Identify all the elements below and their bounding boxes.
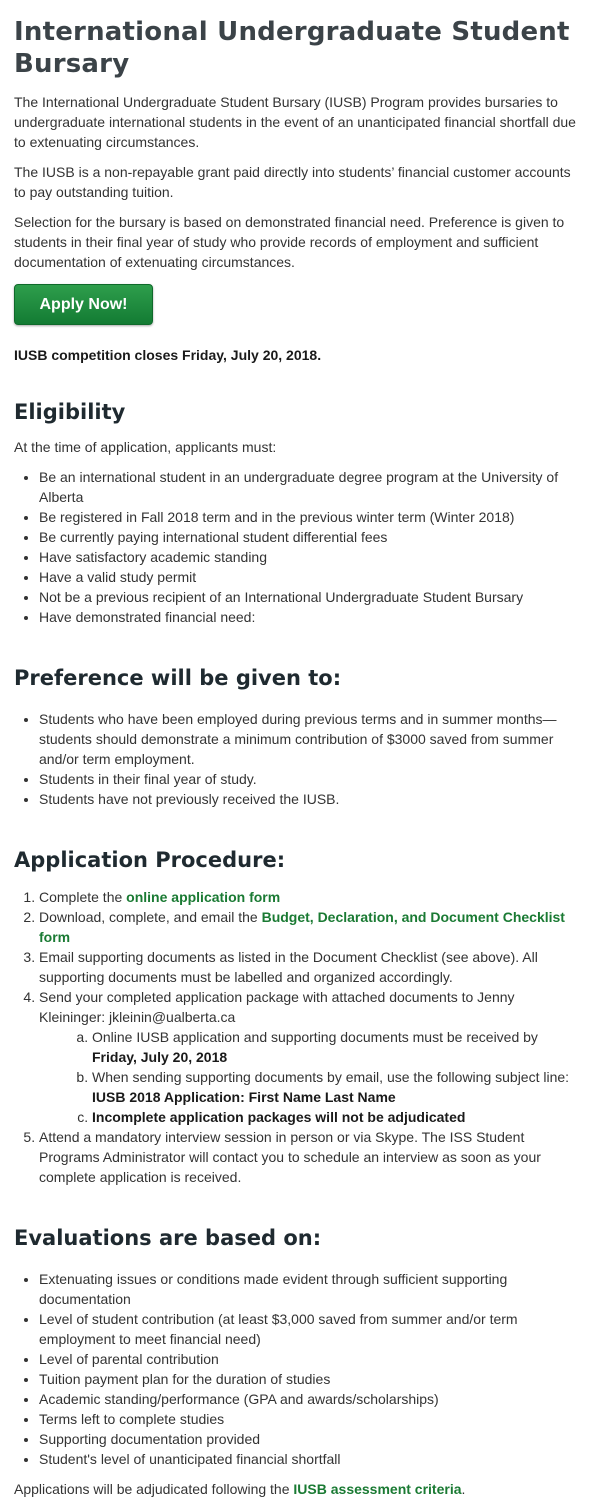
- list-item: • Not be a previous recipient of an International Undergraduate Student Bursary: [39, 587, 584, 607]
- list-item: • Be an international student in an undergraduate degree program at the University of Alberta: [39, 467, 584, 507]
- list-item: • Students who have been employed during previous terms and in summer months—students should demonstrate a minimum contribution of $3000 saved from summer and/or term employment.: [39, 709, 584, 769]
- procedure-substeps: [39, 1027, 584, 1127]
- list-item: • Be registered in Fall 2018 term and in the previous winter term (Winter 2018): [39, 507, 584, 527]
- procedure-step: [39, 987, 584, 1127]
- procedure-substep: [92, 1027, 584, 1067]
- email-subject-line: IUSB 2018 Application: First Name Last Name: [92, 1089, 396, 1105]
- intro-paragraph: The International Undergraduate Student Bursary (IUSB) Program provides bursaries to undergraduate international students in the event of an unanticipated financial shortfall due to extenuating circumstances.: [14, 94, 576, 150]
- preference-list: [14, 709, 584, 809]
- adjudication-note: [14, 1479, 584, 1499]
- list-item: • Students in their final year of study.: [39, 769, 584, 789]
- competition-close-note: IUSB competition closes Friday, July 20, 2018.: [14, 347, 322, 363]
- procedure-step: [39, 887, 584, 907]
- list-item: • Have demonstrated financial need:: [39, 607, 584, 627]
- list-item: • Academic standing/performance (GPA and awards/scholarships): [39, 1389, 584, 1409]
- list-item: • Be currently paying international student differential fees: [39, 527, 584, 547]
- evaluations-heading: Evaluations are based on:: [14, 1226, 322, 1250]
- list-item: • Supporting documentation provided: [39, 1429, 584, 1449]
- eligibility-intro: At the time of application, applicants must:: [14, 439, 277, 455]
- apply-now-button[interactable]: Apply Now!: [14, 284, 153, 325]
- procedure-heading: Application Procedure:: [14, 848, 286, 872]
- procedure-substep: [92, 1067, 584, 1107]
- list-item: • Level of student contribution (at least $3,000 saved from summer and/or term employment to meet financial need): [39, 1309, 584, 1349]
- list-item: • Have a valid study permit: [39, 567, 584, 587]
- list-item: • Terms left to complete studies: [39, 1409, 584, 1429]
- step-text: Send your completed application package with attached documents to Jenny Kleininger: jkleinin@ualberta.ca: [39, 989, 515, 1025]
- procedure-step: 5. Attend a mandatory interview session in person or via Skype. The ISS Student Programs Administrator will contact you to schedule an interview as soon as your complete application is received.: [39, 1127, 584, 1187]
- evaluations-list: [14, 1269, 584, 1469]
- procedure-list: [14, 887, 584, 1187]
- online-application-form-link[interactable]: online application form: [126, 889, 281, 905]
- list-item: • Have satisfactory academic standing: [39, 547, 584, 567]
- incomplete-warning: Incomplete application packages will not be adjudicated: [92, 1109, 466, 1125]
- step-text: Online IUSB application and supporting documents must be received by: [92, 1029, 538, 1045]
- list-item: • Extenuating issues or conditions made evident through sufficient supporting documentation: [39, 1269, 584, 1309]
- list-item: • Tuition payment plan for the duration of studies: [39, 1369, 584, 1389]
- list-item: • Level of parental contribution: [39, 1349, 584, 1369]
- procedure-step: [39, 907, 584, 947]
- intro-paragraph: The IUSB is a non-repayable grant paid directly into students’ financial customer accounts to pay outstanding tuition.: [14, 164, 571, 200]
- intro-paragraph: Selection for the bursary is based on demonstrated financial need. Preference is given to students in their final year of study who provide records of employment and sufficient documentation of extenuating circumstances.: [14, 214, 565, 270]
- step-text: When sending supporting documents by email, use the following subject line:: [92, 1069, 570, 1085]
- step-text: Complete the: [39, 889, 127, 905]
- eligibility-list: [14, 467, 584, 627]
- deadline-date: Friday, July 20, 2018: [92, 1049, 228, 1065]
- budget-declaration-checklist-link[interactable]: Budget, Declaration, and Document Checklist form: [39, 909, 565, 945]
- list-item: • Students have not previously received the IUSB.: [39, 789, 584, 809]
- preference-heading: Preference will be given to:: [14, 666, 342, 690]
- list-item: • Student's level of unanticipated financial shortfall: [39, 1449, 584, 1469]
- procedure-step: 3. Email supporting documents as listed in the Document Checklist (see above). All supporting documents must be labelled and organized accordingly.: [39, 947, 584, 987]
- step-text: Download, complete, and email the: [39, 909, 262, 925]
- assessment-criteria-link[interactable]: IUSB assessment criteria: [293, 1481, 462, 1497]
- procedure-substep: [92, 1107, 584, 1127]
- eligibility-heading: Eligibility: [14, 400, 126, 424]
- note-end: .: [461, 1481, 466, 1497]
- note-text: Applications will be adjudicated following the: [14, 1481, 294, 1497]
- page-title: International Undergraduate Student Bursary: [14, 17, 570, 79]
